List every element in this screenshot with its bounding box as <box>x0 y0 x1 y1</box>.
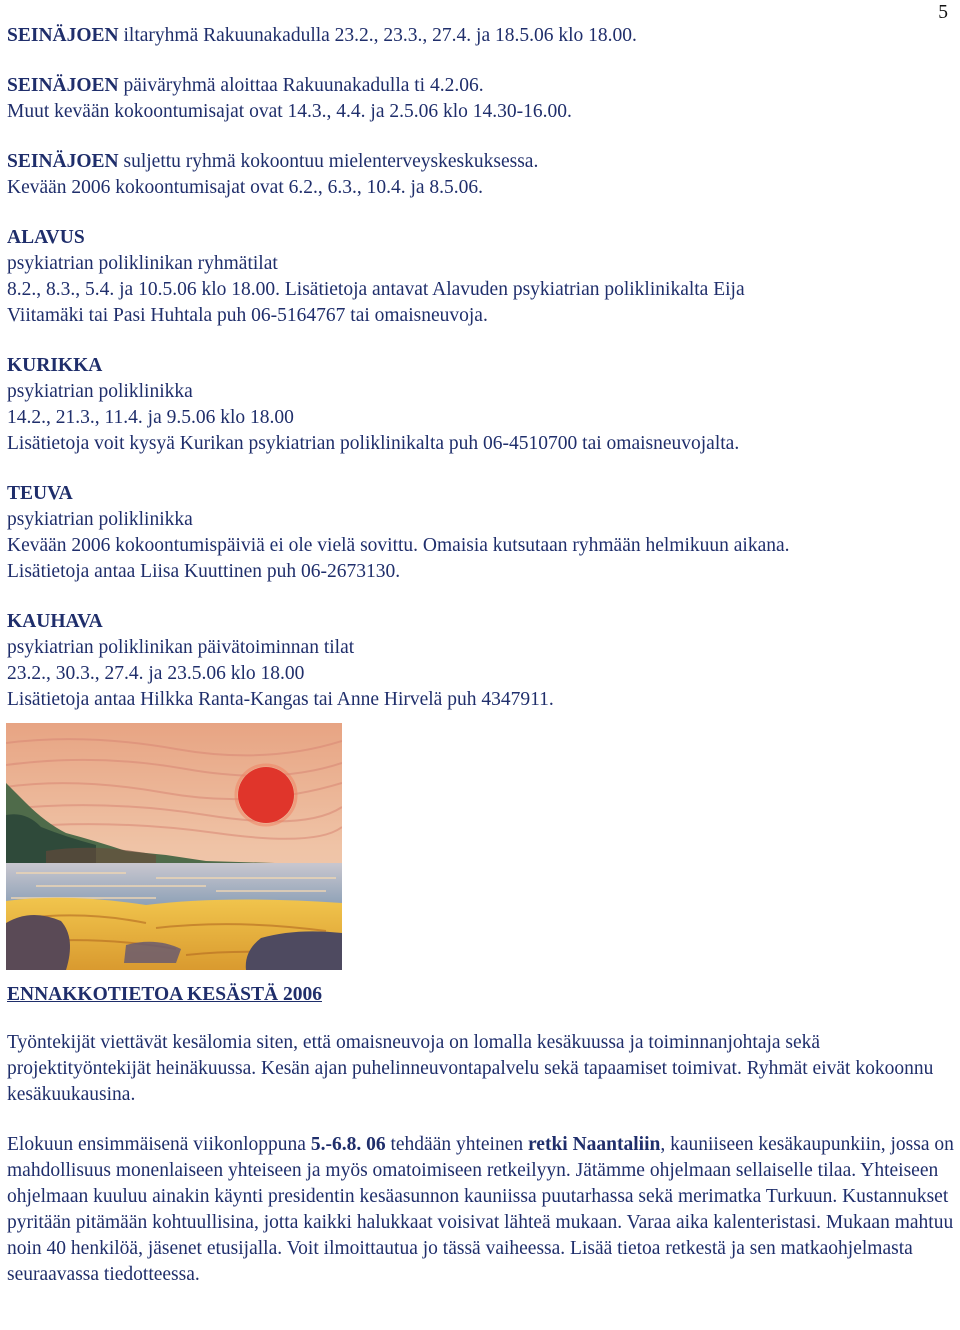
text-line: SEINÄJOEN päiväryhmä aloittaa Rakuunakadulla ti 4.2.06. <box>7 75 484 96</box>
text-line: Kevään 2006 kokoontumispäiviä ei ole vielä sovittu. Omaisia kutsutaan ryhmään helmikuun aikana. <box>7 535 790 556</box>
alavus-section <box>7 225 957 329</box>
text-line: 23.2., 30.3., 27.4. ja 23.5.06 klo 18.00 <box>7 663 305 684</box>
text-line: 8.2., 8.3., 5.4. ja 10.5.06 klo 18.00. Lisätietoja antavat Alavuden psykiatrian poliklinikalta Eija <box>7 279 745 300</box>
text-line: Lisätietoja voit kysyä Kurikan psykiatrian poliklinikalta puh 06-4510700 tai omaisneuvojalta. <box>7 433 740 454</box>
sunset-lake-painting <box>6 723 342 970</box>
text-line: psykiatrian poliklinikka <box>7 381 193 402</box>
text-line: SEINÄJOEN suljettu ryhmä kokoontuu mielenterveyskeskuksessa. <box>7 151 539 172</box>
summer-paragraph-trip <box>7 1132 955 1288</box>
summer-heading: ENNAKKOTIETOA KESÄSTÄ 2006 <box>7 984 322 1005</box>
section-heading: TEUVA <box>7 483 73 504</box>
text-line: Lisätietoja antaa Liisa Kuuttinen puh 06-2673130. <box>7 561 401 582</box>
section-heading: KURIKKA <box>7 355 103 376</box>
text-line: Muut kevään kokoontumisajat ovat 14.3., 4.4. ja 2.5.06 klo 14.30-16.00. <box>7 101 572 122</box>
text-line: psykiatrian poliklinikan päivätoiminnan tilat <box>7 637 355 658</box>
summer-paragraph-holidays <box>7 1030 955 1108</box>
document-page <box>7 23 957 1288</box>
seinajoki-day-group <box>7 73 957 125</box>
trip-destination: retki Naantaliin <box>528 1134 661 1155</box>
section-heading: KAUHAVA <box>7 611 103 632</box>
paragraph-text: Työntekijät viettävät kesälomia siten, että omaisneuvoja on lomalla kesäkuussa ja toiminnanjohtaja sekä projektityöntekijät heinäkuussa. Kesän ajan puhelinneuvontapalvelu sekä tapaamiset toimivat. Ryhmät eivät kokoonnu kesäkuukausina. <box>7 1032 934 1105</box>
teuva-section <box>7 481 957 585</box>
text-line: 14.2., 21.3., 11.4. ja 9.5.06 klo 18.00 <box>7 407 294 428</box>
text-line: psykiatrian poliklinikka <box>7 509 193 530</box>
text-line: Kevään 2006 kokoontumisajat ovat 6.2., 6.3., 10.4. ja 8.5.06. <box>7 177 484 198</box>
paragraph-text: Elokuun ensimmäisenä viikonloppuna 5.-6.8. 06 tehdään yhteinen retki Naantaliin, kauniiseen kesäkaupunkiin, jossa on mahdollisuus monenlaiseen yhteiseen ja myös omatoimiseen retkeilyyn. Jätämme ohjelmaan sellaiselle tilaa. Yhteiseen ohjelmaan kuuluu ainakin käynti presidentin kesäasunnon kauniissa puutarhassa sekä merimatka Turkuun. Kustannukset pyritään pitämään kohtuullisina, jotta kaikki halukkaat voisivat lähteä mukaan. Varaa aika kalenteristasi. Mukaan mahtuu noin 40 henkilöä, jäsenet etusijalla. Voit ilmoittautua jo tässä vaiheessa. Lisää tietoa retkestä ja sen matkaohjelmasta seuraavassa tiedotteessa. <box>7 1134 954 1285</box>
page-number: 5 <box>938 2 948 23</box>
text-line: psykiatrian poliklinikan ryhmätilat <box>7 253 278 274</box>
text-line: SEINÄJOEN iltaryhmä Rakuunakadulla 23.2., 23.3., 27.4. ja 18.5.06 klo 18.00. <box>7 25 637 46</box>
seinajoki-closed-group <box>7 149 957 201</box>
seinajoki-evening-group <box>7 23 957 49</box>
text-line: Lisätietoja antaa Hilkka Ranta-Kangas tai Anne Hirvelä puh 4347911. <box>7 689 554 710</box>
text-line: Viitamäki tai Pasi Huhtala puh 06-5164767 tai omaisneuvoja. <box>7 305 488 326</box>
kauhava-section <box>7 609 957 713</box>
trip-date: 5.-6.8. 06 <box>310 1134 386 1155</box>
section-heading: ALAVUS <box>7 227 85 248</box>
kurikka-section <box>7 353 957 457</box>
